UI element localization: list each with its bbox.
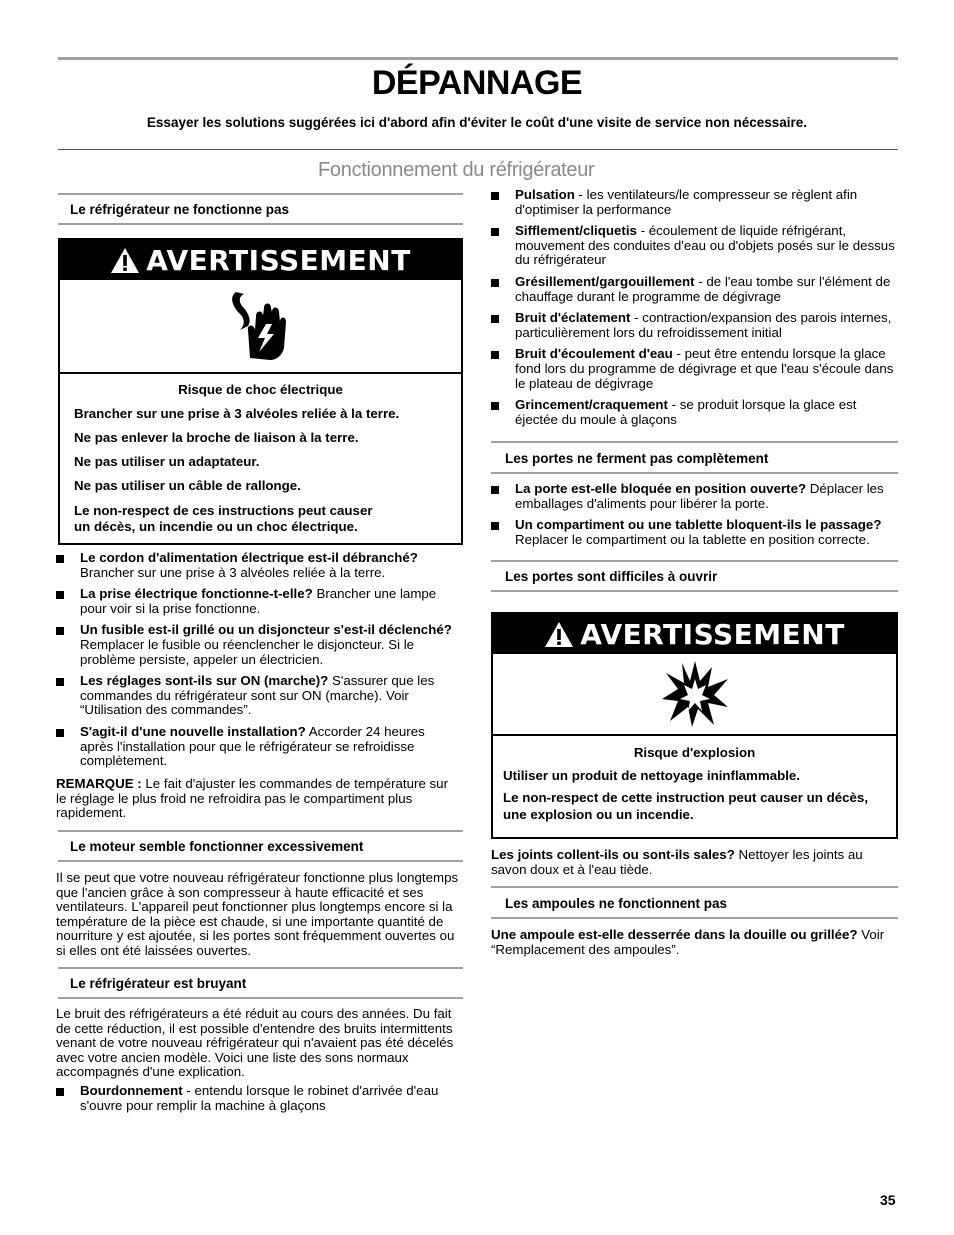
section-heading: Le moteur semble fonctionner excessivement — [70, 839, 364, 854]
page-title: DÉPANNAGE — [371, 64, 583, 102]
list-item: Un fusible est-il grillé ou un disjoncteur s'est-il déclenché? Remplacer le fusible ou réenclencher le disjoncteur. Si le problème persiste, appeler un électricien. — [56, 623, 461, 667]
list-item: S'agit-il d'une nouvelle installation? Accorder 24 heures après l'installation pour que le réfrigérateur se refroidisse complètement. — [56, 725, 461, 769]
section-rule — [491, 886, 898, 888]
checklist — [56, 551, 461, 769]
warning-box-shock — [58, 238, 463, 545]
noise-list — [56, 1084, 461, 1113]
list-item: Un compartiment ou une tablette bloquent-ils le passage? Replacer le compartiment ou la tablette en position correcte. — [491, 518, 898, 547]
warning-line: Ne pas utiliser un adaptateur. — [74, 454, 260, 469]
warning-line: Ne pas utiliser un câble de rallonge. — [74, 478, 301, 493]
warning-triangle-icon — [110, 247, 140, 274]
warning-text — [493, 745, 896, 822]
intro-text: Essayer les solutions suggérées ici d'abord afin d'éviter le coût d'une visite de service non nécessaire. — [146, 115, 808, 130]
section-subtitle: Fonctionnement du réfrigérateur — [318, 159, 595, 181]
section-heading: Les portes ne ferment pas complètement — [505, 451, 769, 466]
paragraph: Le bruit des réfrigérateurs a été réduit au cours des années. Du fait de cette réduction, il est possible d'entendre des bruits intermittents venant de votre nouveau réfrigérateur qui n'avaient pas été décelés avec votre ancien modèle. Voici une liste des sons normaux accompagnés d'une explication. — [56, 1006, 454, 1080]
warning-line: Utiliser un produit de nettoyage ininflammable. — [503, 768, 800, 783]
section-rule — [491, 472, 898, 474]
section-heading: Le réfrigérateur ne fonctionne pas — [70, 202, 290, 217]
list-item: Grincement/craquement - se produit lorsque la glace est éjectée du moule à glaçons — [491, 398, 896, 427]
section-rule — [491, 590, 898, 592]
section-heading: Les portes sont difficiles à ouvrir — [505, 569, 718, 584]
warning-line: Brancher sur une prise à 3 alvéoles reliée à la terre. — [74, 406, 400, 421]
remark: REMARQUE : Le fait d'ajuster les commandes de température sur le réglage le plus froid ne refroidira pas le compartiment plus rapidement. — [56, 776, 449, 821]
list-item: Bruit d'écoulement d'eau - peut être entendu lorsque la glace fond lors du programme de dégivrage et que l'eau s'écoule dans le plateau de dégivrage — [491, 347, 896, 391]
paragraph: Une ampoule est-elle desserrée dans la douille ou grillée? Voir “Remplacement des ampoules”. — [491, 927, 885, 957]
warning-consequence: Le non-respect de ces instructions peut causer — [74, 503, 373, 518]
list-item: Les réglages sont-ils sur ON (marche)? S'assurer que les commandes du réfrigérateur sont sur ON (marche). Voir “Utilisation des commandes”. — [56, 674, 461, 718]
warning-label: AVERTISSEMENT — [580, 617, 845, 651]
header-divider — [58, 149, 898, 150]
paragraph: Les joints collent-ils ou sont-ils sales? Nettoyer les joints au savon doux et à l'eau tiède. — [491, 847, 863, 877]
page-number: 35 — [880, 1192, 896, 1208]
section-rule — [58, 997, 463, 999]
list-item: Le cordon d'alimentation électrique est-il débranché? Brancher sur une prise à 3 alvéoles reliée à la terre. — [56, 551, 461, 580]
section-rule — [58, 193, 463, 195]
list-item: Bourdonnement - entendu lorsque le robinet d'arrivée d'eau s'ouvre pour remplir la machine à glaçons — [56, 1084, 461, 1113]
section-rule — [58, 223, 463, 225]
warning-triangle-icon — [544, 621, 574, 648]
warning-consequence: Le non-respect de cette instruction peut causer un décès, — [503, 790, 869, 805]
section-rule — [58, 830, 463, 832]
section-rule — [491, 917, 898, 919]
list-item: Bruit d'éclatement - contraction/expansion des parois internes, particulièrement lors du refroidissement initial — [491, 311, 896, 340]
warning-risk: Risque de choc électrique — [178, 382, 343, 397]
warning-banner — [493, 614, 896, 654]
paragraph: Il se peut que votre nouveau réfrigérateur fonctionne plus longtemps que l'ancien grâce à son compresseur à haute efficacité et ses ventilateurs. L'appareil peut fonctionner plus longtemps encore si la température de la pièce est chaude, si une importante quantité de nourriture y est ajoutée, si les portes sont fréquemment ouvertes ou si elles ont été laissées ouvertes. — [56, 870, 459, 958]
list-item: Pulsation - les ventilateurs/le compresseur se règlent afin d'optimiser la performance — [491, 188, 896, 217]
checklist — [491, 482, 898, 547]
warning-risk: Risque d'explosion — [633, 745, 756, 760]
warning-text — [60, 382, 461, 534]
section-rule — [491, 441, 898, 443]
list-item: Sifflement/cliquetis - écoulement de liquide réfrigérant, mouvement des conduites d'eau ou d'objets posés sur le dessus du réfrigérateur — [491, 224, 896, 268]
noise-list — [491, 188, 896, 427]
list-item: La porte est-elle bloquée en position ouverte? Déplacer les emballages d'aliments pour libérer la porte. — [491, 482, 898, 511]
section-heading: Le réfrigérateur est bruyant — [70, 976, 247, 991]
warning-consequence: une explosion ou un incendie. — [503, 807, 694, 822]
warning-label: AVERTISSEMENT — [146, 243, 411, 277]
warning-consequence: un décès, un incendie ou un choc électrique. — [74, 519, 358, 534]
electric-shock-icon — [60, 280, 461, 374]
warning-banner — [60, 240, 461, 280]
explosion-icon — [493, 654, 896, 736]
list-item: La prise électrique fonctionne-t-elle? Brancher une lampe pour voir si la prise fonctionne. — [56, 587, 461, 616]
section-rule — [491, 560, 898, 562]
list-item: Grésillement/gargouillement - de l'eau tombe sur l'élément de chauffage durant le programme de dégivrage — [491, 275, 896, 304]
warning-box-explosion — [491, 612, 898, 839]
section-rule — [58, 860, 463, 862]
section-heading: Les ampoules ne fonctionnent pas — [505, 896, 728, 911]
top-rule — [58, 57, 898, 60]
warning-line: Ne pas enlever la broche de liaison à la terre. — [74, 430, 359, 445]
section-rule — [58, 967, 463, 969]
